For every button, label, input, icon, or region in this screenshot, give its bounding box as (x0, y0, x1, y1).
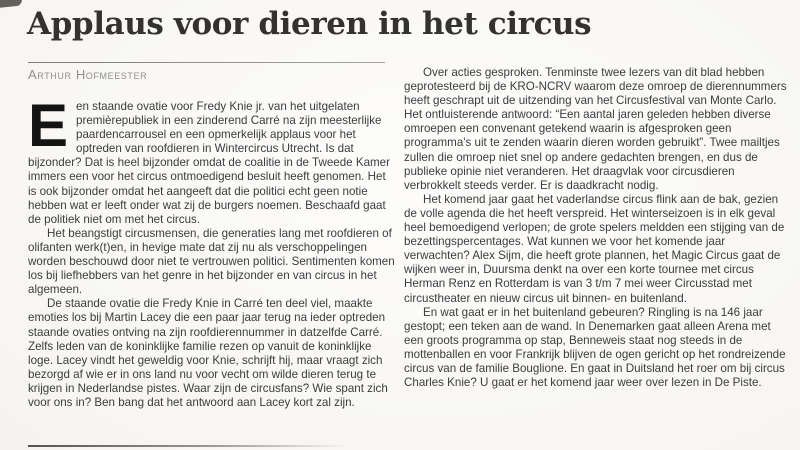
paragraph (28, 92, 395, 227)
drop-cap: E (28, 92, 69, 159)
article-title: Applaus voor dieren in het circus (27, 6, 592, 42)
paragraph: En wat gaat er in het buitenland gebeuren? Ringling is na 146 jaar gestopt; een teken aan de wand. In Denemarken gaat alleen Arena met een groots programma op stap, Benneweis staat nog steeds in de mottenballen en voor Frankrijk blijven de ogen gericht op het rondreizende circus van de familie Bouglione. En gaat in Duitsland het roer om bij circus Charles Knie? U gaat er het komend jaar weer over lezen in De Piste. (404, 305, 786, 390)
paragraph: Over acties gesproken. Tenminste twee lezers van dit blad hebben geprotesteerd bij de KRO-NCRV waarom deze omroep de dierennummers heeft geschrapt uit de uitzending van het Circusfestival van Monte Carlo. Het ontluisterende antwoord: “Een aantal jaren geleden hebben diverse omroepen een convenant getekend waarin is afgesproken geen programma's uit te zenden waarin dieren worden gebruikt”. Twee mailtjes zullen die omroep niet snel op andere gedachten brengen, en dus de publieke opinie niet veranderen. Het draagvlak voor circusdieren verbrokkelt steeds verder. Er is daadkracht nodig. (404, 66, 787, 192)
title-divider (28, 62, 385, 63)
paragraph: Het komend jaar gaat het vaderlandse circus flink aan de bak, gezien de volle agenda die het heeft verspreid. Het winterseizoen is in elk geval heel bemoedigend verlopen; de grote spelers meldden een stijging van de bezettingspercentages. Wat kunnen we voor het komende jaar verwachten? Alex Sijm, die heeft grote plannen, het Magic Circus gaat de wijken weer in, Duursma denkt na over een korte tournee met circus Herman Renz en Rotterdam is van 3 t/m 7 mei weer Circusstad met circustheater en nieuw circus uit binnen- en buitenland. (404, 192, 785, 305)
scan-artifact (0, 0, 22, 9)
paragraph: De staande ovatie die Fredy Knie in Carré ten deel viel, maakte emoties los bij Martin Lacey die een paar jaar terug na ieder optreden staande ovaties ontving na zijn roofdierennummer in datzelfde Carré. Zelfs leden van de koninklijke familie rezen op vanuit de koninklijke loge. Lacey vindt het geweldig voor Knie, schrijft hij, maar vraagt zich bezorgd af wie er in ons land nu voor vecht om wilde dieren terug te krijgen in Nederlandse pistes. Waar zijn de circusfans? Wie spant zich voor ons in? Ben bang dat het antwoord aan Lacey kort zal zijn. (28, 297, 388, 409)
section-divider (28, 445, 361, 447)
paragraph: Het beangstigt circusmensen, die generaties lang met roofdieren of olifanten werk(t)en, in hevige mate dat zij nu als verschoppelingen worden beschouwd door niet te vertrouwen politici. Sentimenten komen los bij liefhebbers van het genre in het bijzonder en van circus in het algemeen. (28, 226, 395, 297)
right-column (404, 66, 790, 390)
paragraph-text: en staande ovatie voor Fredy Knie jr. van het uitgelaten premièrepubliek in een zinderend Carré na zijn meesterlijke paardencarrousel en een opmerkelijk applaus voor het optreden van roofdieren in Wintercircus Utrecht. Is dat bijzonder? Dat is heel bijzonder omdat de coalitie in de Tweede Kamer immers een voor het circus ontmoedigend besluit heeft genomen. Het is ook bijzonder omdat het aangeeft dat die politici echt geen notie hebben wat er leeft onder wat zij de burgers noemen. Beschaafd gaat de politiek niet om met het circus. (28, 100, 390, 226)
left-column (28, 92, 395, 410)
article-byline: Arthur Hofmeester (28, 67, 148, 82)
